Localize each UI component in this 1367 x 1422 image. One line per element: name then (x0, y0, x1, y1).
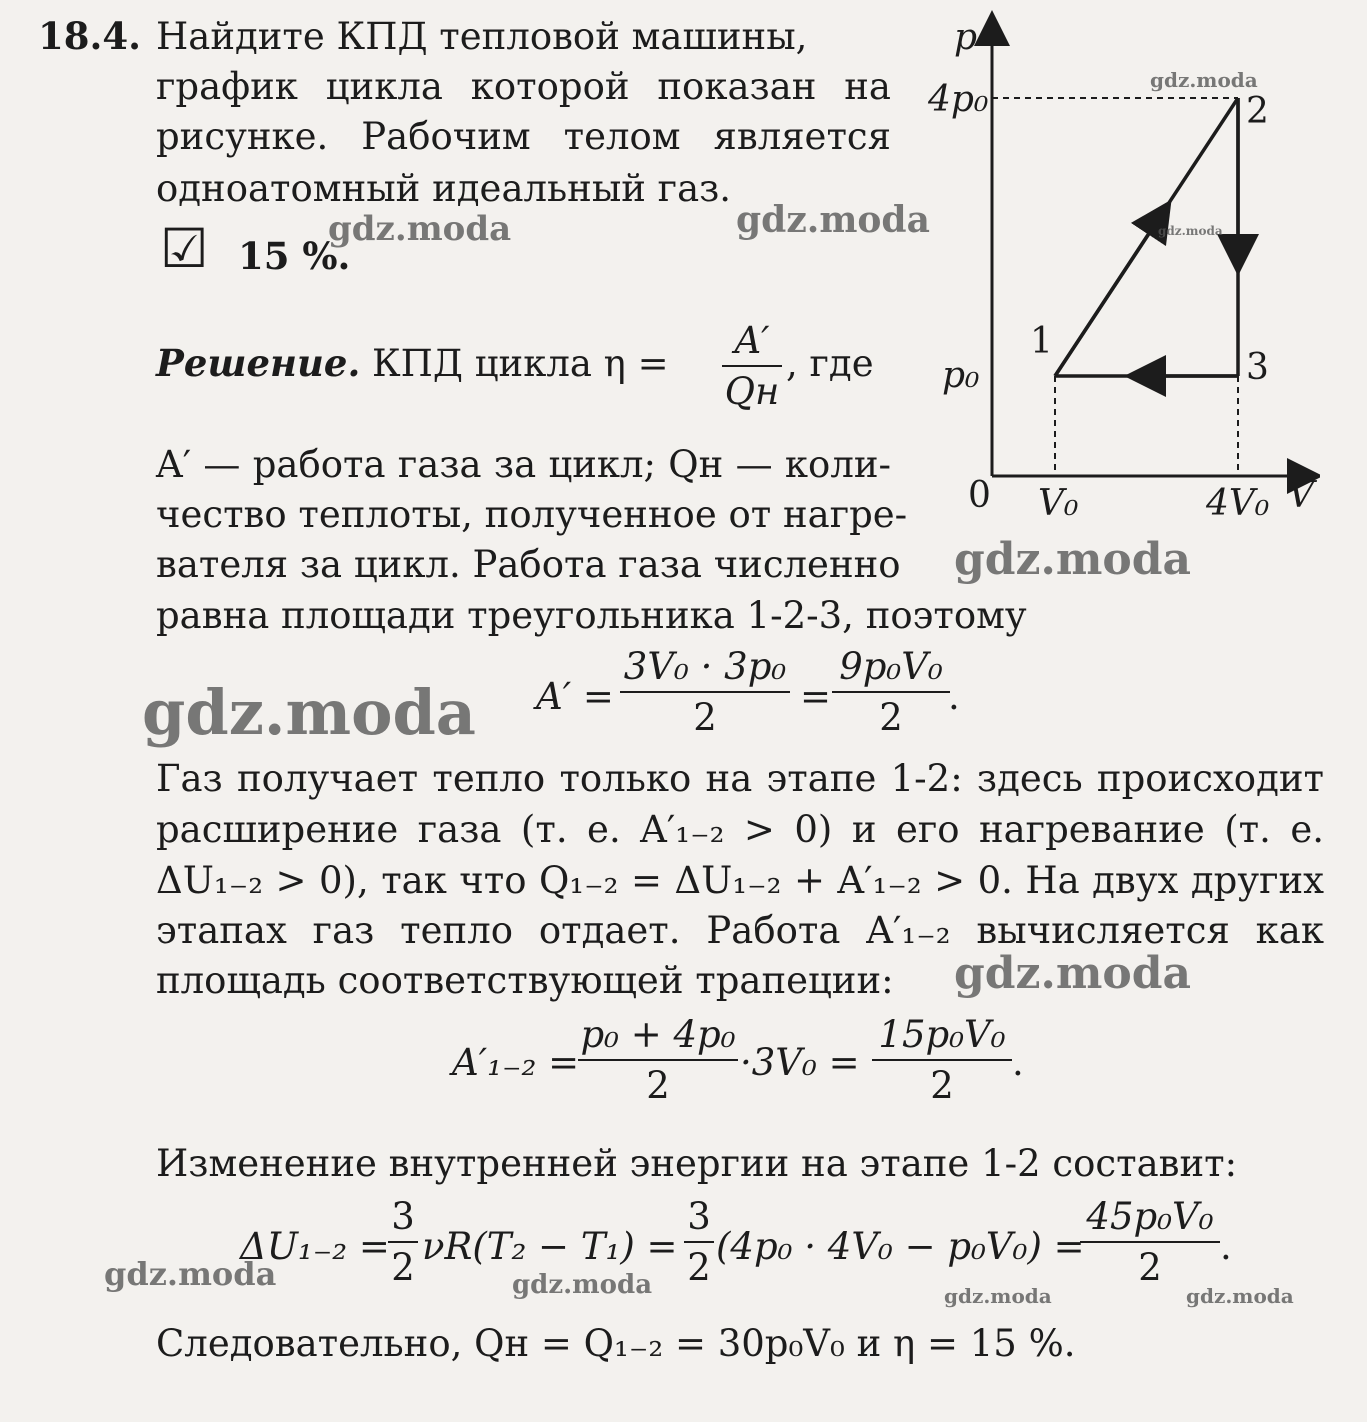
eq2-end: . (1012, 1041, 1024, 1084)
eq3-lhs: ΔU₁₋₂ = (240, 1225, 390, 1268)
axis-v-label: V (1288, 475, 1314, 516)
eq2-lhs: A′₁₋₂ = (452, 1041, 580, 1084)
para2-line-3: ΔU₁₋₂ > 0), так что Q₁₋₂ = ΔU₁₋₂ + A′₁₋₂ > 0. На двух других (156, 859, 1324, 902)
eq1-fraction-2: 9p₀V₀ 2 (832, 648, 950, 736)
watermark: gdz.moda (736, 199, 930, 241)
watermark: gdz.moda (1150, 68, 1258, 92)
tick-4v0: 4V₀ (1206, 483, 1270, 524)
watermark: gdz.moda (142, 676, 476, 749)
eq2-fraction-2: 15p₀V₀ 2 (872, 1016, 1012, 1104)
watermark: gdz.moda (328, 209, 512, 249)
point-3-label: 3 (1246, 347, 1269, 388)
answer-value: 15 %. (238, 234, 351, 278)
eq3-fraction-2: 3 2 (684, 1198, 714, 1286)
eta-definition: КПД цикла η = (372, 342, 669, 385)
problem-line-1: Найдите КПД тепловой машины, (156, 15, 808, 58)
definition-line-3: вателя за цикл. Работа газа численно (156, 543, 901, 586)
eq3-end: . (1220, 1225, 1232, 1268)
point-1-label: 1 (1030, 321, 1053, 362)
problem-line-2: график цикла которой показан на (156, 65, 891, 108)
para2-line-2: расширение газа (т. е. A′₁₋₂ > 0) и его нагревание (т. е. (156, 808, 1324, 851)
eq1-lhs: A′ = (536, 675, 614, 718)
problem-line-3: рисунке. Рабочим телом является (156, 115, 891, 158)
definition-line-2: чество теплоты, полученное от нагре- (156, 493, 908, 536)
problem-number: 18.4. (38, 14, 141, 58)
watermark: gdz.moda (104, 1255, 277, 1293)
watermark: gdz.moda (512, 1270, 653, 1300)
answer-check-icon: ☑ (160, 217, 209, 280)
point-2-label: 2 (1246, 91, 1269, 132)
eq3-fraction-1: 3 2 (388, 1198, 418, 1286)
origin-label: 0 (968, 475, 991, 516)
eq2-mid: ·3V₀ = (740, 1041, 860, 1084)
eta-fraction: A′ Qн (722, 322, 782, 410)
tick-p0: p₀ (942, 355, 980, 396)
tick-v0: V₀ (1038, 483, 1079, 524)
definition-line-1: A′ — работа газа за цикл; Qн — коли- (156, 443, 891, 486)
para2-line-1: Газ получает тепло только на этапе 1-2: здесь происходит (156, 757, 1324, 800)
para3-line: Изменение внутренней энергии на этапе 1-2 составит: (156, 1142, 1238, 1185)
eq1-end: . (948, 675, 960, 718)
conclusion-line: Следовательно, Qн = Q₁₋₂ = 30p₀V₀ и η = 15 %. (156, 1322, 1076, 1365)
watermark: gdz.moda (1186, 1284, 1294, 1308)
eq2-fraction-1: p₀ + 4p₀ 2 (578, 1016, 738, 1104)
eq3-fraction-3: 45p₀V₀ 2 (1080, 1198, 1220, 1286)
tick-4p0: 4p₀ (928, 79, 989, 120)
eq1-equals: = (800, 675, 832, 718)
eq1-fraction-1: 3V₀ · 3p₀ 2 (620, 648, 790, 736)
watermark: gdz.moda (944, 1284, 1052, 1308)
eq3-mid-2: (4p₀ · 4V₀ − p₀V₀) = (716, 1225, 1085, 1268)
problem-line-4: одноатомный идеальный газ. (156, 167, 732, 210)
para2-line-5: площадь соответствующей трапеции: (156, 959, 894, 1002)
solution-heading: Решение. (156, 341, 361, 385)
arrow-1-2 (1055, 217, 1160, 376)
watermark: gdz.moda (954, 948, 1192, 999)
para2-line-4: этапах газ тепло отдает. Работа A′₁₋₂ вычисляется как (156, 909, 1324, 952)
eq3-mid-1: νR(T₂ − T₁) = (422, 1225, 678, 1268)
watermark: gdz.moda (1158, 224, 1223, 238)
definition-line-4: равна площади треугольника 1-2-3, поэтому (156, 594, 1027, 637)
axis-p-label: p (954, 17, 978, 58)
watermark: gdz.moda (954, 534, 1192, 585)
eta-definition-end: , где (786, 342, 874, 385)
